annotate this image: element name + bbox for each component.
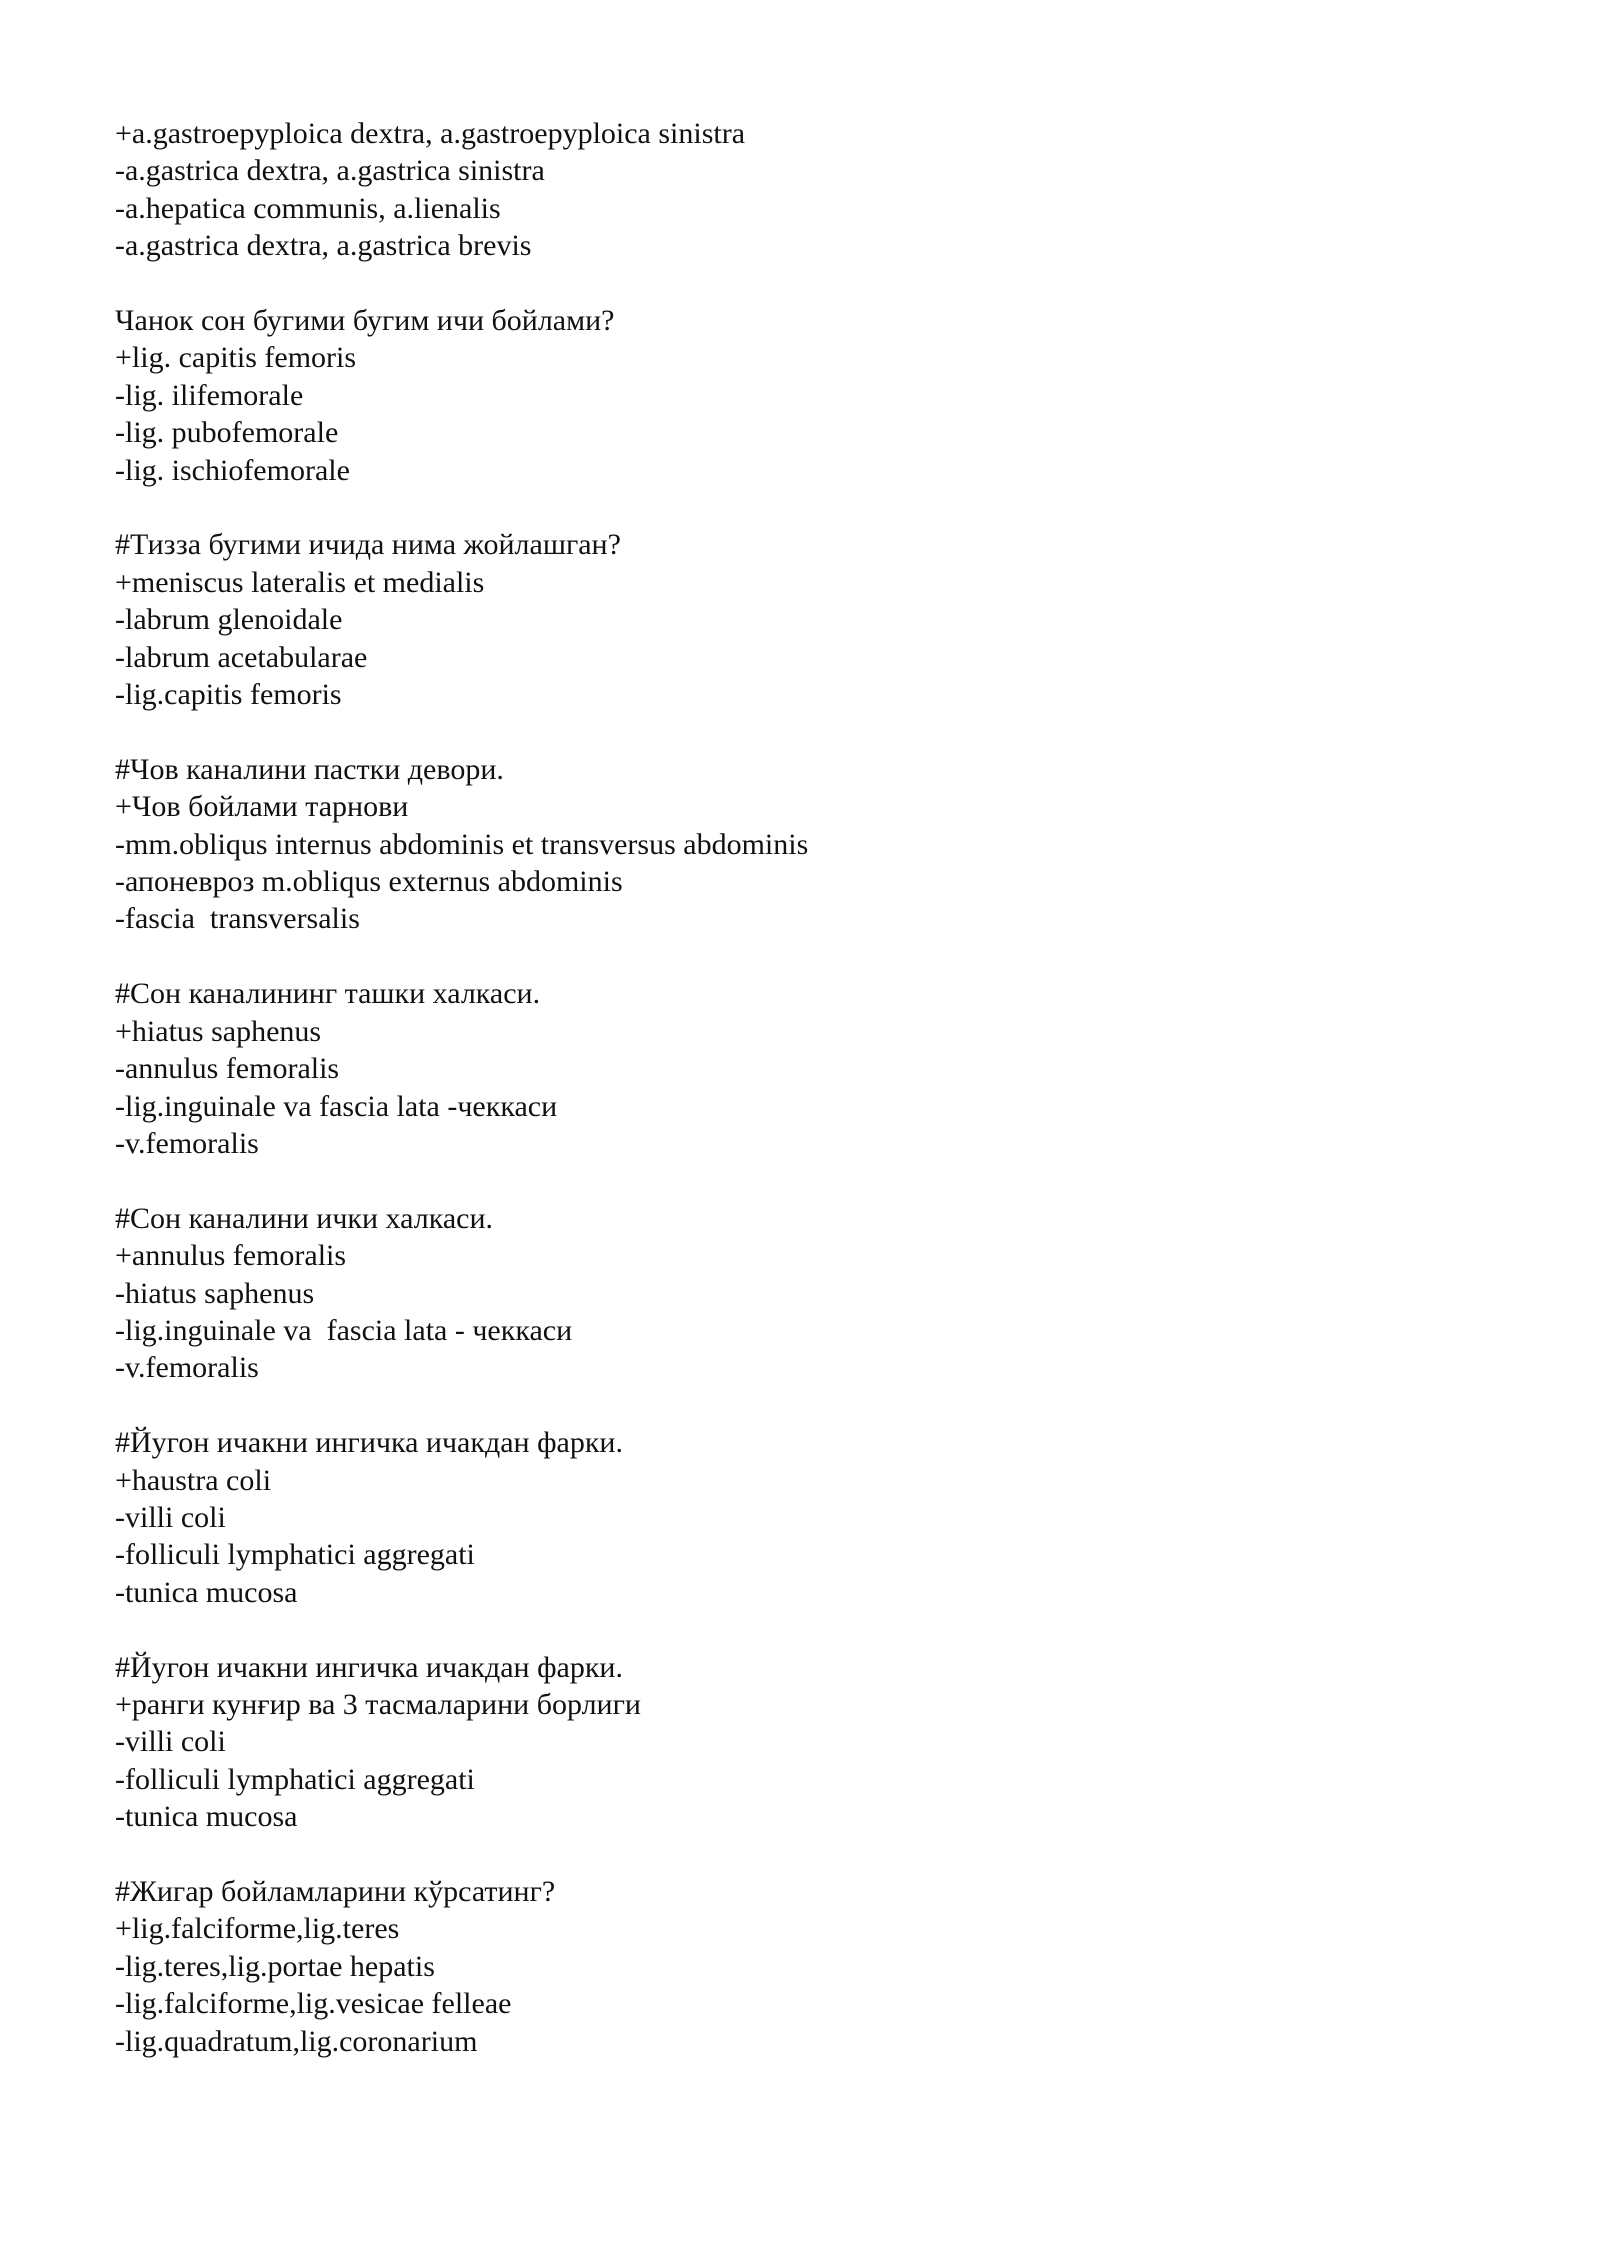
document-page xyxy=(115,115,1515,2097)
answer-option: -v.femoralis xyxy=(115,1126,259,1160)
answer-option: -lig. pubofemorale xyxy=(115,416,339,450)
answer-option: -lig.inguinale va fascia lata - чеккаси xyxy=(115,1313,573,1347)
answer-option: +ранги кунғир ва 3 тасмаларини борлиги xyxy=(115,1687,641,1721)
question-block-5 xyxy=(115,975,1515,1162)
answer-option: -a.gastrica dextra, a.gastrica sinistra xyxy=(115,154,545,188)
question-text: #Жигар бойламларини кўрсатинг? xyxy=(115,1874,556,1908)
answer-option: -tunica mucosa xyxy=(115,1800,298,1834)
answer-option: +hiatus saphenus xyxy=(115,1014,322,1048)
answer-option: -mm.obliqus internus abdominis et transversus abdominis xyxy=(115,827,809,861)
answer-option: -villi coli xyxy=(115,1500,226,1534)
answer-option: -a.hepatica communis, a.lienalis xyxy=(115,191,501,225)
answer-option: -hiatus saphenus xyxy=(115,1276,315,1310)
question-block-7 xyxy=(115,1424,1515,1611)
answer-option: +meniscus lateralis et medialis xyxy=(115,565,485,599)
answer-option: +haustra coli xyxy=(115,1463,272,1497)
answer-option: -tunica mucosa xyxy=(115,1575,298,1609)
answer-option: -folliculi lymphatici aggregati xyxy=(115,1538,475,1572)
answer-option: +lig.falciforme,lig.teres xyxy=(115,1912,400,1946)
answer-option: -lig. ilifemorale xyxy=(115,378,304,412)
answer-option: -labrum acetabularae xyxy=(115,640,368,674)
question-text: #Тизза бугими ичида нима жойлашган? xyxy=(115,528,621,562)
question-text: #Сон каналининг ташки халкаси. xyxy=(115,977,541,1011)
answer-option: -апоневроз m.obliqus externus abdominis xyxy=(115,865,623,899)
question-text: Чанок сон бугими бугим ичи бойлами? xyxy=(115,304,615,338)
answer-option: -lig.capitis femoris xyxy=(115,678,342,712)
answer-option: -folliculi lymphatici aggregati xyxy=(115,1762,475,1796)
answer-option: -a.gastrica dextra, a.gastrica brevis xyxy=(115,229,532,263)
question-block-8 xyxy=(115,1649,1515,1836)
question-text: #Сон каналини ички халкаси. xyxy=(115,1201,494,1235)
answer-option: -lig. ischiofemorale xyxy=(115,453,350,487)
answer-option: -lig.quadratum,lig.coronarium xyxy=(115,2024,478,2058)
question-text: #Йугон ичакни ингичка ичакдан фарки. xyxy=(115,1426,623,1460)
question-block-9 xyxy=(115,1873,1515,2060)
answer-option: -lig.teres,lig.portae hepatis xyxy=(115,1949,435,1983)
answer-option: -lig.inguinale va fascia lata -чеккаси xyxy=(115,1089,558,1123)
answer-option: -v.femoralis xyxy=(115,1351,259,1385)
answer-option: +annulus femoralis xyxy=(115,1239,347,1273)
question-block-4 xyxy=(115,751,1515,938)
answer-option: -annulus femoralis xyxy=(115,1052,340,1086)
answer-option: +Чов бойлами тарнови xyxy=(115,790,409,824)
answer-option: -labrum glenoidale xyxy=(115,603,343,637)
answer-option: +lig. capitis femoris xyxy=(115,341,357,375)
question-block-1 xyxy=(115,115,1515,265)
answer-option: -lig.falciforme,lig.vesicae felleae xyxy=(115,1987,512,2021)
answer-option: +a.gastroepyploica dextra, a.gastroepyploica sinistra xyxy=(115,117,746,150)
answer-option: -villi coli xyxy=(115,1725,226,1759)
question-text: #Йугон ичакни ингичка ичакдан фарки. xyxy=(115,1650,623,1684)
question-block-3 xyxy=(115,526,1515,713)
question-block-2 xyxy=(115,302,1515,489)
answer-option: -fascia transversalis xyxy=(115,902,360,936)
question-block-6 xyxy=(115,1200,1515,1387)
question-text: #Чов каналини пастки девори. xyxy=(115,752,504,786)
